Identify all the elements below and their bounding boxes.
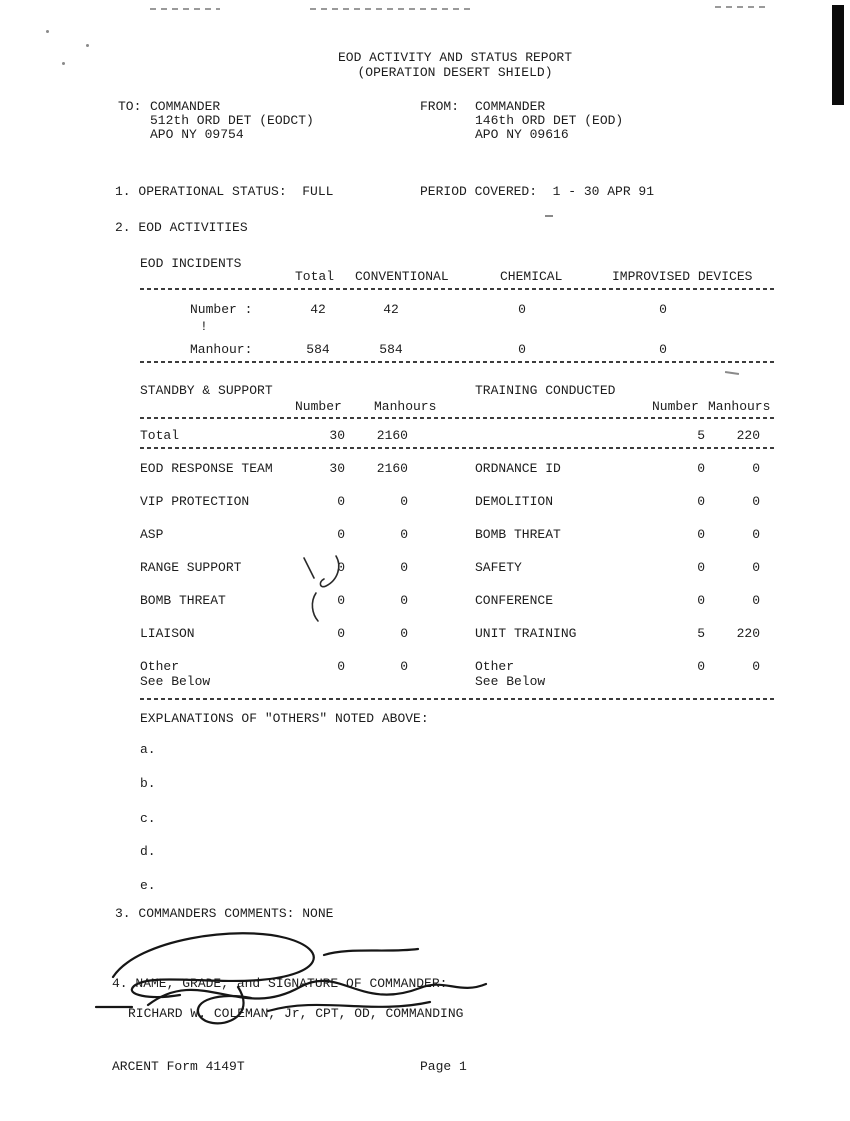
commander-name-line: RICHARD W. COLEMAN, Jr, CPT, OD, COMMANDING: [128, 1006, 464, 1021]
training-row-label: ORDNANCE ID: [475, 461, 561, 476]
training-row-label: CONFERENCE: [475, 593, 554, 608]
support-training-table: [140, 384, 780, 714]
standby-manhours: 0: [400, 527, 408, 542]
training-number: 0: [697, 560, 705, 575]
from-line: 146th ORD DET (EOD): [475, 113, 624, 128]
standby-manhours: 0: [400, 560, 408, 575]
operational-status: 1. OPERATIONAL STATUS: FULL: [115, 184, 334, 199]
standby-number-col: Number: [295, 399, 342, 414]
incidents-value: 584: [379, 342, 403, 357]
training-number: 0: [697, 659, 705, 674]
training-row-sublabel: See Below: [475, 674, 546, 689]
dashed-rule: [140, 417, 776, 419]
total-standby-manhours: 2160: [376, 428, 408, 443]
signature: [88, 925, 548, 1045]
to-label: TO:: [118, 99, 142, 114]
training-row-label: SAFETY: [475, 560, 522, 575]
total-row-label: Total: [140, 428, 180, 443]
standby-number: 0: [337, 494, 345, 509]
standby-number: 30: [329, 461, 345, 476]
training-number: 0: [697, 593, 705, 608]
scan-artifact: [62, 62, 65, 65]
standby-row-label: EOD RESPONSE TEAM: [140, 461, 273, 476]
training-number-col: Number: [652, 399, 699, 414]
total-training-number: 5: [697, 428, 705, 443]
standby-number: 0: [337, 593, 345, 608]
standby-row-label: Other: [140, 659, 180, 674]
from-line: APO NY 09616: [475, 127, 569, 142]
explanation-item: c.: [140, 811, 156, 826]
standby-manhours: 0: [400, 626, 408, 641]
training-number: 5: [697, 626, 705, 641]
standby-heading: STANDBY & SUPPORT: [140, 383, 273, 398]
standby-number: 0: [337, 626, 345, 641]
incidents-value: 0: [659, 302, 667, 317]
incidents-table: [140, 257, 780, 367]
incidents-col-header: CONVENTIONAL: [355, 269, 449, 284]
standby-manhours: 2160: [376, 461, 408, 476]
training-row-label: UNIT TRAINING: [475, 626, 577, 641]
training-manhours: 0: [752, 494, 760, 509]
incidents-col-header: IMPROVISED DEVICES: [612, 269, 753, 284]
commanders-comments: 3. COMMANDERS COMMENTS: NONE: [115, 906, 334, 921]
training-row-label: DEMOLITION: [475, 494, 554, 509]
standby-manhours: 0: [400, 494, 408, 509]
from-line: COMMANDER: [475, 99, 546, 114]
report-title: EOD ACTIVITY AND STATUS REPORT: [337, 50, 573, 65]
training-manhours: 220: [736, 626, 760, 641]
training-row-label: Other: [475, 659, 515, 674]
training-row-label: BOMB THREAT: [475, 527, 561, 542]
standby-row-label: LIAISON: [140, 626, 195, 641]
standby-row-label: RANGE SUPPORT: [140, 560, 242, 575]
to-line: COMMANDER: [150, 99, 221, 114]
training-number: 0: [697, 494, 705, 509]
from-label: FROM:: [420, 99, 460, 114]
training-manhours-col: Manhours: [708, 399, 771, 414]
training-manhours: 0: [752, 593, 760, 608]
dashed-rule: [140, 698, 776, 700]
incidents-row-label: Number :: [190, 302, 253, 317]
scan-artifact: [715, 6, 770, 8]
scan-artifact: [46, 30, 49, 33]
report-subtitle: (OPERATION DESERT SHIELD): [357, 65, 553, 80]
explanation-item: e.: [140, 878, 156, 893]
scan-artifact: [150, 8, 220, 10]
standby-row-sublabel: See Below: [140, 674, 211, 689]
scan-artifact: [545, 215, 553, 217]
training-heading: TRAINING CONDUCTED: [475, 383, 616, 398]
training-number: 0: [697, 461, 705, 476]
incidents-value: 0: [659, 342, 667, 357]
scan-artifact: [310, 8, 470, 10]
scan-stray-mark: !: [200, 319, 208, 334]
incidents-value: 42: [310, 302, 326, 317]
incidents-row-label: Manhour:: [190, 342, 253, 357]
training-manhours: 0: [752, 461, 760, 476]
scan-black-bar: [832, 5, 844, 105]
scan-artifact: [725, 371, 739, 375]
explanation-item: b.: [140, 776, 156, 791]
dashed-rule: [140, 361, 776, 363]
standby-number: 0: [337, 659, 345, 674]
incidents-heading: EOD INCIDENTS: [140, 256, 242, 271]
form-number: ARCENT Form 4149T: [112, 1059, 245, 1074]
dashed-rule: [140, 447, 776, 449]
standby-row-label: BOMB THREAT: [140, 593, 226, 608]
activities-heading: 2. EOD ACTIVITIES: [115, 220, 248, 235]
standby-number: 0: [337, 527, 345, 542]
training-manhours: 0: [752, 527, 760, 542]
page-number: Page 1: [420, 1059, 467, 1074]
training-manhours: 0: [752, 659, 760, 674]
explanations-heading: EXPLANATIONS OF "OTHERS" NOTED ABOVE:: [140, 711, 429, 726]
standby-manhours: 0: [400, 659, 408, 674]
incidents-value: 584: [306, 342, 330, 357]
standby-number: 0: [337, 560, 345, 575]
scan-artifact: [86, 44, 89, 47]
incidents-col-header: CHEMICAL: [500, 269, 563, 284]
dashed-rule: [140, 288, 776, 290]
signature-heading: 4. NAME, GRADE, and SIGNATURE OF COMMANDER:: [112, 976, 448, 991]
period-covered: PERIOD COVERED: 1 - 30 APR 91: [420, 184, 655, 199]
standby-row-label: VIP PROTECTION: [140, 494, 250, 509]
standby-row-label: ASP: [140, 527, 164, 542]
incidents-value: 0: [518, 302, 526, 317]
to-line: APO NY 09754: [150, 127, 244, 142]
training-manhours: 0: [752, 560, 760, 575]
incidents-value: 0: [518, 342, 526, 357]
incidents-col-header: Total: [295, 269, 335, 284]
explanation-item: a.: [140, 742, 156, 757]
standby-manhours: 0: [400, 593, 408, 608]
standby-manhours-col: Manhours: [374, 399, 437, 414]
total-standby-number: 30: [329, 428, 345, 443]
pen-mark: [296, 588, 336, 628]
to-line: 512th ORD DET (EODCT): [150, 113, 314, 128]
explanation-item: d.: [140, 844, 156, 859]
total-training-manhours: 220: [736, 428, 760, 443]
incidents-value: 42: [383, 302, 399, 317]
training-number: 0: [697, 527, 705, 542]
